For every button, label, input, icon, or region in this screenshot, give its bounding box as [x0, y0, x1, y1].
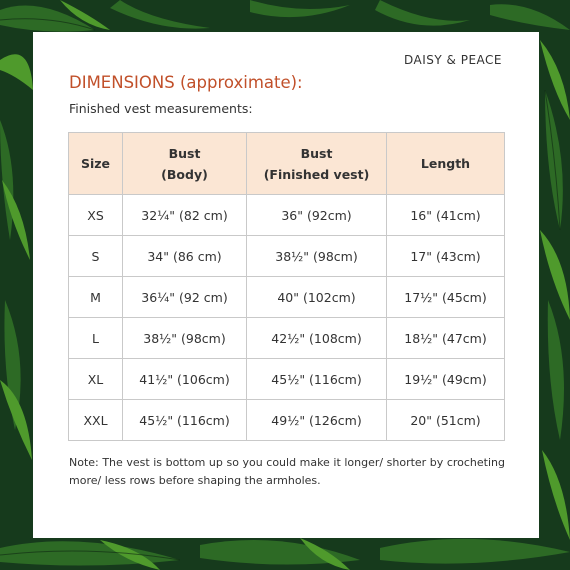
- header-line: Size: [80, 156, 111, 171]
- size-cell: L: [69, 318, 123, 359]
- table-row: [69, 400, 505, 441]
- table-row: [69, 236, 505, 277]
- size-cell: XS: [69, 195, 123, 236]
- table-row: [69, 318, 505, 359]
- dimensions-card: [33, 32, 539, 538]
- header-line: Bust: [300, 145, 333, 161]
- size-cell: M: [69, 277, 123, 318]
- table-header-row: [69, 133, 505, 195]
- size-cell: S: [69, 236, 123, 277]
- measurements-table: [68, 132, 505, 441]
- bust-finished-cell: 40" (102cm): [247, 277, 387, 318]
- length-cell: 17½" (45cm): [387, 277, 505, 318]
- header-line: (Body): [161, 166, 208, 182]
- bust-finished-cell: 42½" (108cm): [247, 318, 387, 359]
- column-header-length: [387, 133, 505, 195]
- bust-body-cell: 38½" (98cm): [123, 318, 247, 359]
- length-cell: 17" (43cm): [387, 236, 505, 277]
- table-row: [69, 277, 505, 318]
- bust-finished-cell: 45½" (116cm): [247, 359, 387, 400]
- header-line: Bust: [168, 145, 201, 161]
- construction-note: Note: The vest is bottom up so you could make it longer/ shorter by crocheting more/ less rows before shaping the armholes.: [69, 456, 505, 487]
- section-title: DIMENSIONS (approximate):: [69, 73, 303, 92]
- size-cell: XXL: [69, 400, 123, 441]
- bust-body-cell: 45½" (116cm): [123, 400, 247, 441]
- column-header-size: [69, 133, 123, 195]
- length-cell: 18½" (47cm): [387, 318, 505, 359]
- brand-name: DAISY & PEACE: [404, 53, 502, 67]
- length-cell: 19½" (49cm): [387, 359, 505, 400]
- table-row: [69, 359, 505, 400]
- size-cell: XL: [69, 359, 123, 400]
- bust-finished-cell: 49½" (126cm): [247, 400, 387, 441]
- bust-body-cell: 34" (86 cm): [123, 236, 247, 277]
- bust-finished-cell: 38½" (98cm): [247, 236, 387, 277]
- bust-finished-cell: 36" (92cm): [247, 195, 387, 236]
- column-header-bust-finished: [247, 133, 387, 195]
- table-row: [69, 195, 505, 236]
- section-subtitle: Finished vest measurements:: [69, 101, 253, 116]
- bust-body-cell: 32¼" (82 cm): [123, 195, 247, 236]
- bust-body-cell: 41½" (106cm): [123, 359, 247, 400]
- header-line: Length: [420, 156, 471, 171]
- length-cell: 20" (51cm): [387, 400, 505, 441]
- length-cell: 16" (41cm): [387, 195, 505, 236]
- bust-body-cell: 36¼" (92 cm): [123, 277, 247, 318]
- header-line: (Finished vest): [263, 166, 370, 182]
- column-header-bust-body: [123, 133, 247, 195]
